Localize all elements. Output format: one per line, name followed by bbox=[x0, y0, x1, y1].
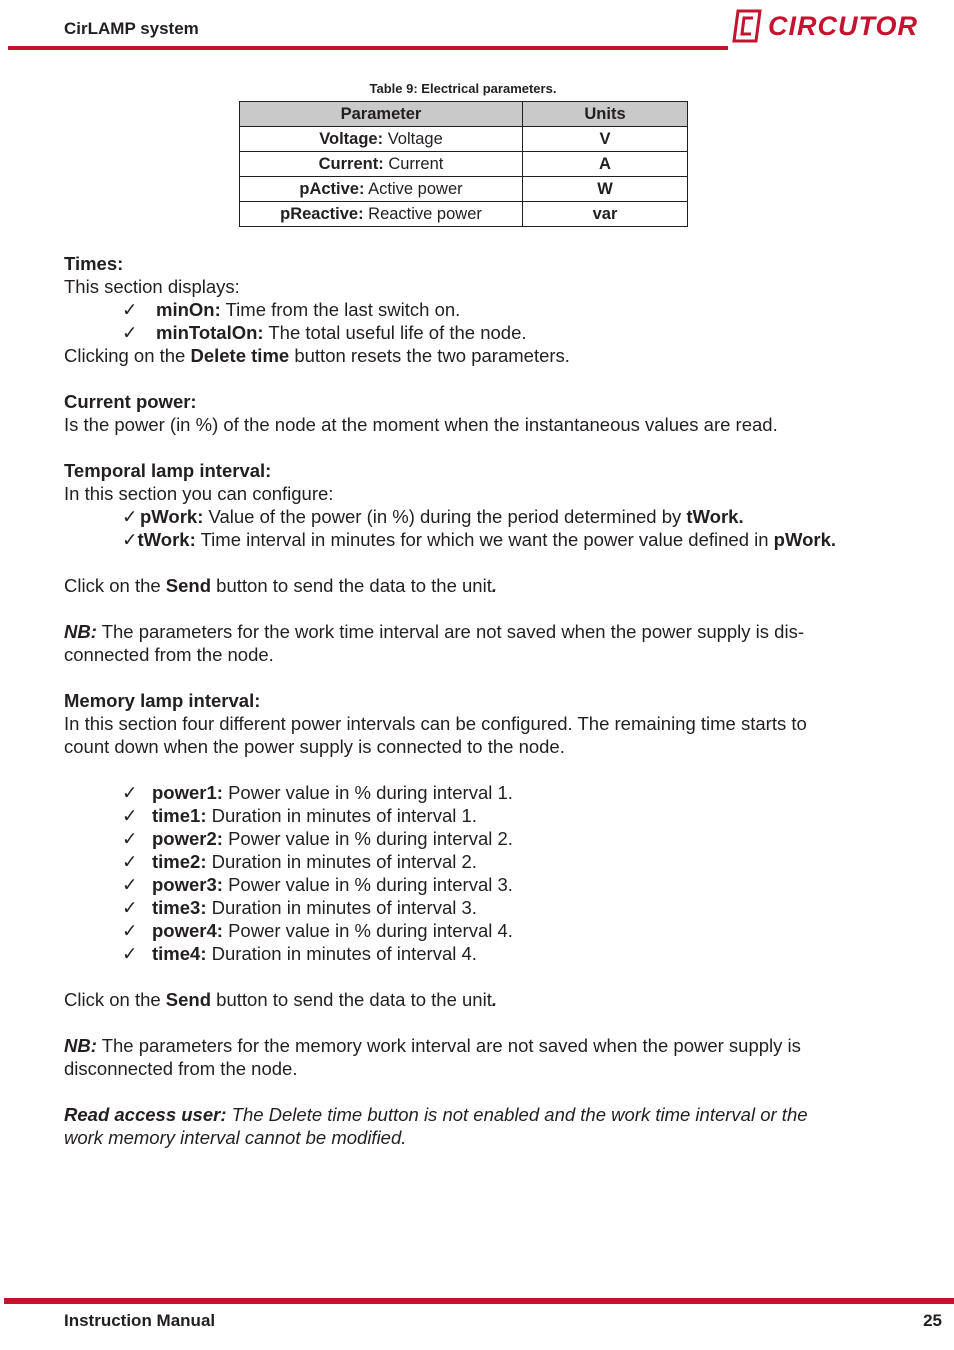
body-text bbox=[64, 252, 884, 1149]
send-instruction: Click on the Send button to send the data to the unit. bbox=[64, 989, 497, 1010]
unit-value: A bbox=[599, 154, 611, 173]
section-heading-current-power: Current power: bbox=[64, 391, 197, 412]
parameter-name: Voltage: bbox=[319, 129, 384, 148]
checkmark-icon: ✓ bbox=[122, 529, 138, 550]
parameter-cell bbox=[240, 177, 523, 202]
header-title: CirLAMP system bbox=[64, 19, 199, 38]
temporal-intro: In this section you can configure: bbox=[64, 483, 334, 504]
table-header-row bbox=[240, 102, 688, 127]
nb-note-continued: connected from the node. bbox=[64, 644, 274, 665]
list-item: ✓ minOn: Time from the last switch on. bbox=[122, 299, 461, 320]
checkmark-icon: ✓ bbox=[122, 828, 138, 849]
list-item: ✓ minTotalOn: The total useful life of the node. bbox=[122, 322, 527, 343]
parameter-name: pReactive: bbox=[280, 204, 364, 223]
footer-rule bbox=[4, 1298, 954, 1304]
checkmark-icon: ✓ bbox=[122, 851, 138, 872]
checkmark-icon: ✓ bbox=[122, 874, 138, 895]
parameter-desc: Voltage bbox=[383, 129, 443, 148]
checkmark-icon: ✓ bbox=[122, 322, 138, 343]
list-item: ✓ power3: Power value in % during interval 3. bbox=[122, 874, 513, 895]
list-item: ✓ power2: Power value in % during interval 2. bbox=[122, 828, 513, 849]
checkmark-icon: ✓ bbox=[122, 299, 138, 320]
unit-cell bbox=[523, 152, 688, 177]
memory-intro-continued: count down when the power supply is connected to the node. bbox=[64, 736, 565, 757]
table-row bbox=[240, 177, 688, 202]
read-access-note: Read access user: The Delete time button is not enabled and the work time interval or the bbox=[64, 1104, 808, 1125]
table-row bbox=[240, 202, 688, 227]
section-heading-temporal: Temporal lamp interval: bbox=[64, 460, 272, 481]
nb-note: NB: The parameters for the work time interval are not saved when the power supply is dis- bbox=[64, 621, 804, 642]
nb-note-continued: disconnected from the node. bbox=[64, 1058, 298, 1079]
list-item: ✓ time2: Duration in minutes of interval 2. bbox=[122, 851, 477, 872]
parameter-cell bbox=[240, 152, 523, 177]
nb-note: NB: The parameters for the memory work interval are not saved when the power supply is bbox=[64, 1035, 801, 1056]
checkmark-icon: ✓ bbox=[122, 805, 138, 826]
parameter-desc: Reactive power bbox=[363, 204, 482, 223]
unit-cell bbox=[523, 177, 688, 202]
list-item: ✓ power1: Power value in % during interval 1. bbox=[122, 782, 513, 803]
parameter-name: pActive: bbox=[299, 179, 365, 198]
current-power-text: Is the power (in %) of the node at the moment when the instantaneous values are read. bbox=[64, 414, 778, 435]
parameter-cell bbox=[240, 202, 523, 227]
memory-intro: In this section four different power intervals can be configured. The remaining time starts to bbox=[64, 713, 807, 734]
unit-cell bbox=[523, 127, 688, 152]
checkmark-icon: ✓ bbox=[122, 782, 138, 803]
logo-text: CIRCUTOR bbox=[768, 10, 919, 41]
parameter-cell bbox=[240, 127, 523, 152]
footer-title: Instruction Manual bbox=[64, 1311, 216, 1330]
section-heading-times: Times: bbox=[64, 253, 124, 274]
circutor-logo-icon bbox=[730, 9, 764, 43]
section-heading-memory: Memory lamp interval: bbox=[64, 690, 261, 711]
list-item: ✓ time3: Duration in minutes of interval 3. bbox=[122, 897, 477, 918]
table-row bbox=[240, 127, 688, 152]
send-instruction: Click on the Send button to send the data to the unit. bbox=[64, 575, 497, 596]
table-row bbox=[240, 152, 688, 177]
checkmark-icon: ✓ bbox=[122, 506, 138, 527]
list-item: ✓ time4: Duration in minutes of interval 4. bbox=[122, 943, 477, 964]
times-note: Clicking on the Delete time button resets the two parameters. bbox=[64, 345, 570, 366]
unit-value: V bbox=[599, 129, 611, 148]
column-header-units: Units bbox=[523, 102, 688, 127]
parameter-desc: Current bbox=[383, 154, 444, 173]
header-rule bbox=[8, 46, 728, 50]
read-access-note-continued: work memory interval cannot be modified. bbox=[64, 1127, 407, 1148]
checkmark-icon: ✓ bbox=[122, 897, 138, 918]
list-item: ✓tWork: Time interval in minutes for which we want the power value defined in pWork. bbox=[122, 529, 837, 550]
electrical-parameters-table bbox=[239, 101, 688, 227]
times-intro: This section displays: bbox=[64, 276, 240, 297]
table-caption: Table 9: Electrical parameters. bbox=[369, 81, 557, 96]
unit-value: W bbox=[597, 179, 613, 198]
unit-value: var bbox=[592, 204, 618, 223]
unit-cell bbox=[523, 202, 688, 227]
parameter-name: Current: bbox=[318, 154, 384, 173]
list-item: ✓ time1: Duration in minutes of interval 1. bbox=[122, 805, 477, 826]
circutor-logo bbox=[730, 8, 918, 44]
list-item: ✓ power4: Power value in % during interval 4. bbox=[122, 920, 513, 941]
parameter-desc: Active power bbox=[364, 179, 463, 198]
page-number: 25 bbox=[923, 1311, 942, 1330]
list-item: ✓ pWork: Value of the power (in %) during the period determined by tWork. bbox=[122, 506, 744, 527]
checkmark-icon: ✓ bbox=[122, 943, 138, 964]
checkmark-icon: ✓ bbox=[122, 920, 138, 941]
column-header-parameter: Parameter bbox=[240, 102, 523, 127]
